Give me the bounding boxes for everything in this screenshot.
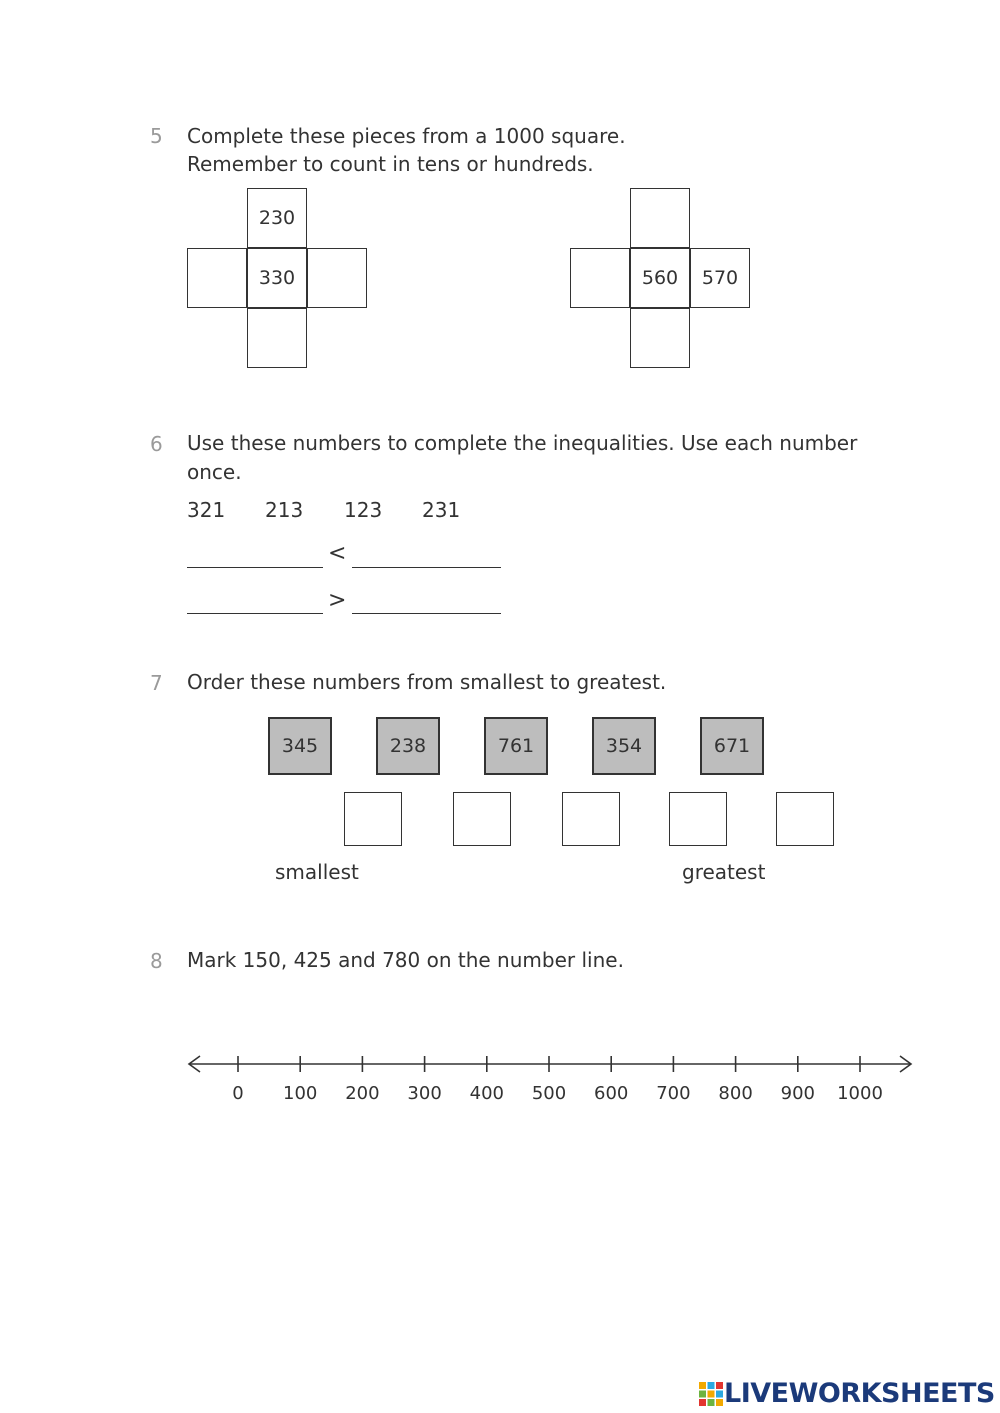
question-5-text-line2: Remember to count in tens or hundreds. [187,152,594,176]
question-5-number: 5 [150,124,163,148]
piece2-center-cell: 560 [630,248,690,308]
inequality-number: 123 [344,498,383,522]
question-7-text: Order these numbers from smallest to greatest. [187,670,667,694]
question-6-number: 6 [150,432,163,456]
number-line-tick-label: 400 [469,1083,504,1104]
number-line-tick-label: 1000 [837,1083,883,1104]
number-tile[interactable]: 671 [700,717,764,775]
number-line-tick-label: 600 [594,1083,629,1104]
liveworksheets-logo-icon [698,1381,724,1407]
number-line-tick-label: 900 [780,1083,815,1104]
piece1-top-cell: 230 [247,188,307,248]
inequality-number: 321 [187,498,226,522]
inequality-number: 213 [265,498,304,522]
question-6-text-line1: Use these numbers to complete the inequalities. Use each number [187,431,858,455]
question-8-number: 8 [150,949,163,973]
number-line-tick-label: 500 [531,1083,567,1104]
question-8-text: Mark 150, 425 and 780 on the number line. [187,948,624,972]
greatest-label: greatest [682,860,766,884]
number-line-tick-label: 200 [345,1083,380,1104]
number-line-tick-label: 700 [656,1083,691,1104]
less-than-symbol: < [328,541,347,566]
inequality-number: 231 [422,498,461,522]
piece1-center-cell: 330 [247,248,307,308]
liveworksheets-logo-text: LIVEWORKSHEETS [724,1378,995,1409]
number-tile[interactable]: 238 [376,717,440,775]
piece2-right-cell: 570 [690,248,750,308]
number-tile[interactable]: 345 [268,717,332,775]
greater-than-symbol: > [328,588,347,613]
liveworksheets-logo [698,1378,995,1409]
question-5-text-line1: Complete these pieces from a 1000 square. [187,124,626,148]
number-tile[interactable]: 354 [592,717,656,775]
question-7-number: 7 [150,671,163,695]
number-line-tick-label: 100 [283,1083,318,1104]
smallest-label: smallest [275,860,359,884]
number-tile[interactable]: 761 [484,717,548,775]
question-6-text-line2: once. [187,460,242,484]
number-line-tick-label: 0 [232,1083,244,1104]
number-line-tick-label: 300 [407,1083,442,1104]
number-line-tick-label: 800 [718,1083,753,1104]
